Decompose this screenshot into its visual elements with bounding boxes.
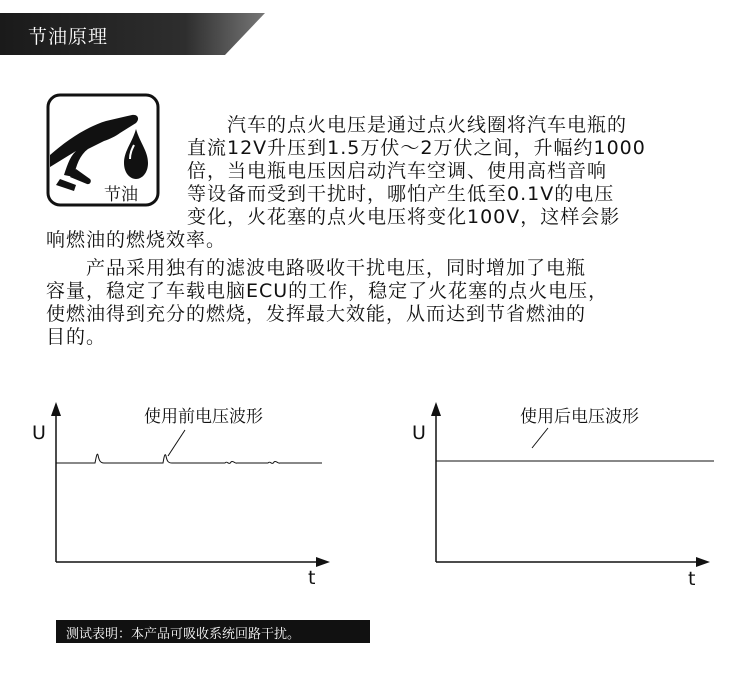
icon-label: 节油 <box>104 185 138 205</box>
chart-before-title: 使用前电压波形 <box>144 407 263 427</box>
section-title: 节油原理 <box>28 26 109 48</box>
chart-before <box>32 400 340 590</box>
test-note-text: 测试表明：本产品可吸收系统回路干扰。 <box>66 627 301 642</box>
body-line-8: 容量，稳定了车载电脑ECU的工作，稳定了火花塞的点火电压， <box>46 280 609 302</box>
chart-after-x-label: t <box>688 568 696 590</box>
body-line-6: 响燃油的燃烧效率。 <box>46 229 227 251</box>
body-line-9: 使燃油得到充分的燃烧，发挥最大效能，从而达到节省燃油的 <box>46 303 587 325</box>
before-voltage-waveform <box>56 454 322 463</box>
body-line-5: 变化，火花塞的点火电压将变化100V，这样会影 <box>187 206 621 228</box>
chart-before-y-label: U <box>32 422 46 444</box>
body-line-3: 倍，当电瓶电压因启动汽车空调、使用高档音响 <box>187 160 608 182</box>
chart-after-title: 使用后电压波形 <box>520 407 639 427</box>
body-line-7: 产品采用独有的滤波电路吸收干扰电压，同时增加了电瓶 <box>46 257 587 279</box>
chart-before-x-label: t <box>308 567 316 589</box>
test-note-bar <box>56 620 370 643</box>
body-line-2: 直流12V升压到1.5万伏～2万伏之间，升幅约1000 <box>187 137 646 159</box>
before-callout-line <box>168 430 185 456</box>
body-line-4: 等设备而受到干扰时，哪怕产生低至0.1V的电压 <box>187 183 615 205</box>
fuel-nozzle-drop-icon <box>46 93 160 207</box>
body-line-1: 汽车的点火电压是通过点火线圈将汽车电瓶的 <box>187 114 628 136</box>
body-line-10: 目的。 <box>46 326 107 348</box>
after-callout-line <box>532 428 548 448</box>
chart-after <box>412 400 720 590</box>
chart-after-y-label: U <box>412 422 426 444</box>
